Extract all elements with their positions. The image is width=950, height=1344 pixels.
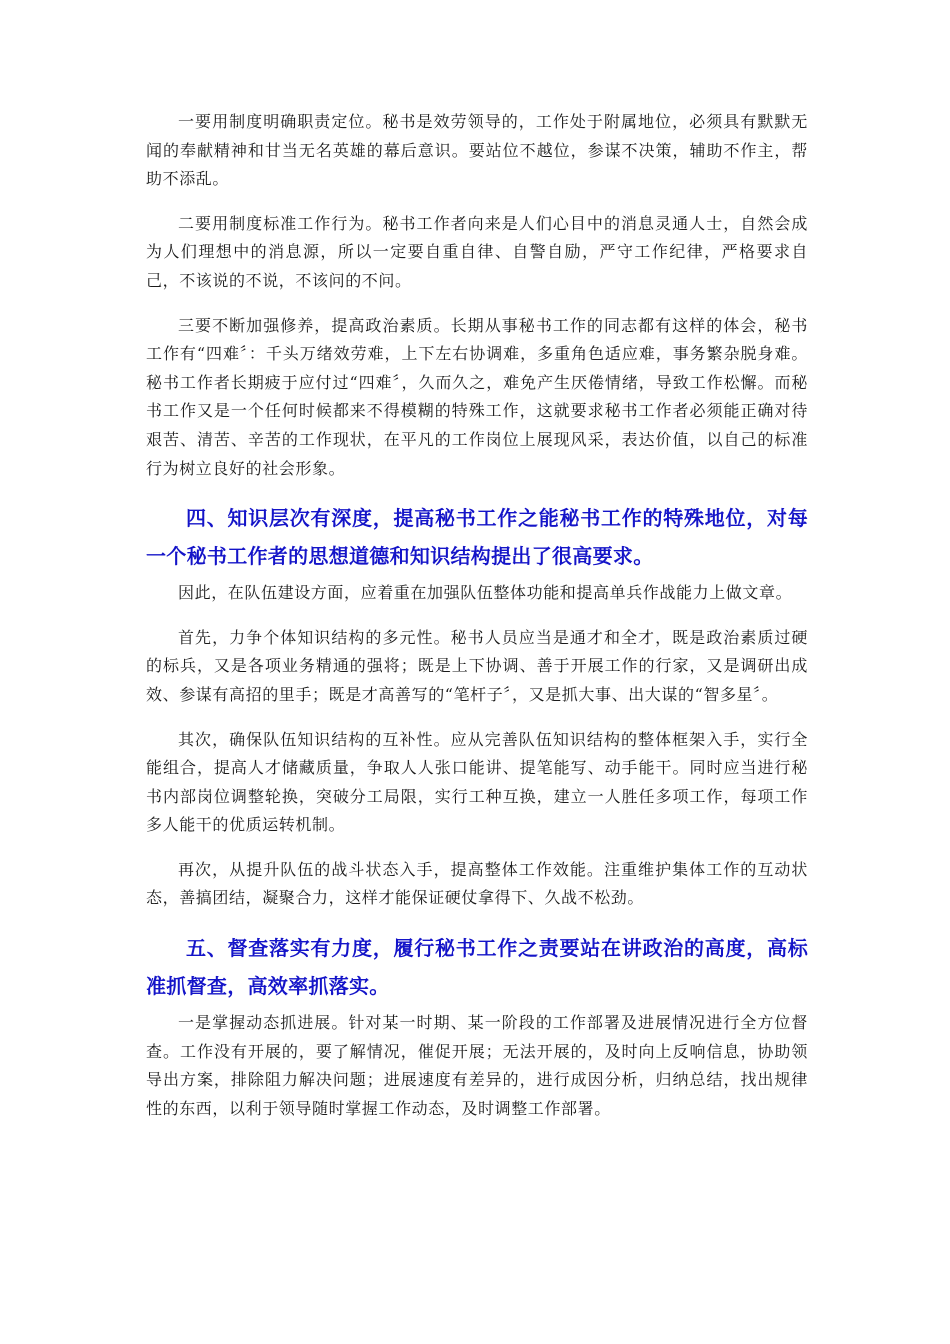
paragraph-team-building: 因此，在队伍建设方面，应着重在加强队伍整体功能和提高单兵作战能力上做文章。 (178, 583, 793, 603)
paragraph-knowledge-diversity: 首先，力争个体知识结构的多元性。秘书人员应当是通才和全才，既是政治素质过硬的标兵，又是各项业务精通的强将；既是上下协调、善于开展工作的行家，又是调研出成效、参谋有高招的里手；既是才高善写的“笔杆子〞，又是抓大事、出大谋的“智多星〞。 (146, 627, 808, 704)
paragraph-duty-positioning: 一要用制度明确职责定位。秘书是效劳领导的，工作处于附属地位，必须具有默默无闻的奉献精神和甘当无名英雄的幕后意识。要站位不越位，参谋不决策，辅助不作主，帮助不添乱。 (146, 112, 808, 189)
paragraph-political-quality: 三要不断加强修养，提高政治素质。长期从事秘书工作的同志都有这样的体会，秘书工作有“四难〞：千头万绪效劳难，上下左右协调难，多重角色适应难，事务繁杂脱身难。秘书工作者长期疲于应付过“四难〞，久而久之，难免产生厌倦情绪，导致工作松懈。而秘书工作又是一个任何时候都来不得模糊的特殊工作，这就要求秘书工作者必须能正确对待艰苦、清苦、辛苦的工作现状，在平凡的工作岗位上展现风采，表达价值，以自己的标准行为树立良好的社会形象。 (146, 315, 808, 478)
section-heading-four: 四、知识层次有深度，提高秘书工作之能秘书工作的特殊地位，对每一个秘书工作者的思想道德和知识结构提出了很高要求。 (146, 506, 808, 569)
paragraph-standard-behavior: 二要用制度标准工作行为。秘书工作者向来是人们心目中的消息灵通人士，自然会成为人们理想中的消息源，所以一定要自重自律、自警自励，严守工作纪律，严格要求自己，不该说的不说，不该问的不问。 (146, 213, 808, 290)
paragraph-track-progress: 一是掌握动态抓进展。针对某一时期、某一阶段的工作部署及进展情况进行全方位督查。工作没有开展的，要了解情况，催促开展；无法开展的，及时向上反响信息，协助领导出方案，排除阻力解决问题；进展速度有差异的，进行成因分析，归纳总结，找出规律性的东西，以利于领导随时掌握工作动态，及时调整工作部署。 (146, 1013, 808, 1118)
document-page (146, 108, 808, 1139)
section-heading-five: 五、督查落实有力度，履行秘书工作之责要站在讲政治的高度，高标准抓督查，高效率抓落实。 (146, 936, 808, 999)
paragraph-team-efficiency: 再次，从提升队伍的战斗状态入手，提高整体工作效能。注重维护集体工作的互动状态，善搞团结，凝聚合力，这样才能保证硬仗拿得下、久战不松劲。 (146, 859, 808, 908)
paragraph-knowledge-complement: 其次，确保队伍知识结构的互补性。应从完善队伍知识结构的整体框架入手，实行全能组合，提高人才储藏质量，争取人人张口能讲、提笔能写、动手能干。同时应当进行秘书内部岗位调整轮换，突破分工局限，实行工种互换，建立一人胜任多项工作，每项工作多人能干的优质运转机制。 (146, 729, 808, 835)
